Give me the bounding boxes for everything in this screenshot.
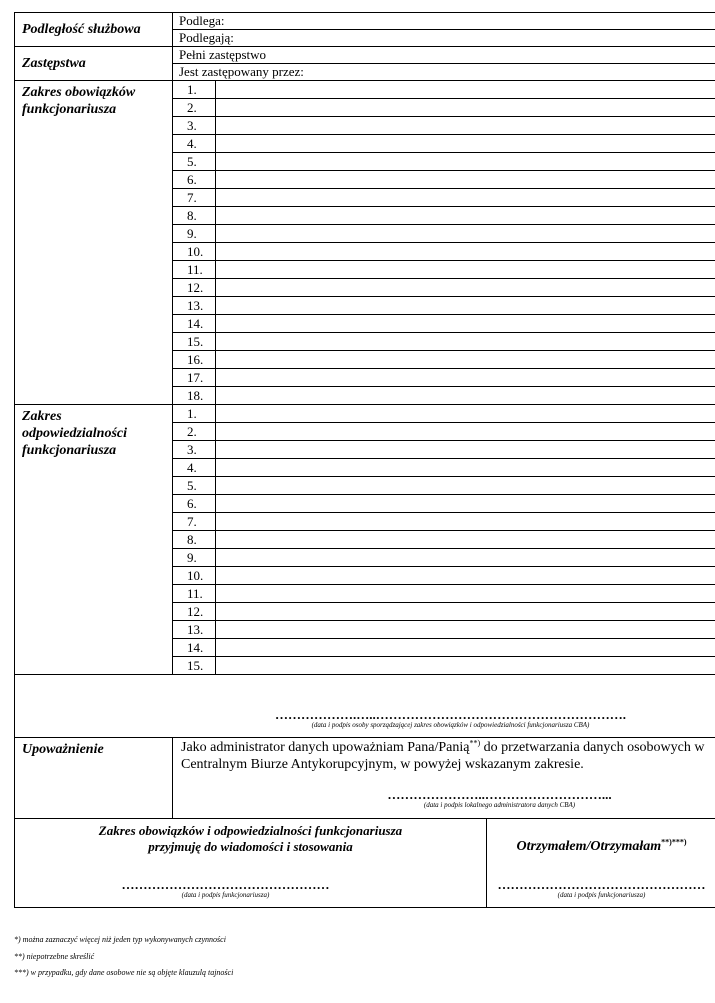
duties-item-number: 6. [173,171,216,189]
responsibility-item-field[interactable] [216,405,715,423]
job-description-form [14,12,715,908]
responsibility-item-number: 5. [173,477,216,495]
responsibility-item-number: 11. [173,585,216,603]
duties-item-number: 1. [173,81,216,99]
responsibility-item-field[interactable] [216,495,715,513]
duties-label: Zakres obowiązków funkcjonariusza [15,81,173,405]
subordination-row-subordinates[interactable]: Podlegają: [173,30,715,47]
authorization-text [173,738,715,773]
duties-item-field[interactable] [216,81,715,99]
responsibility-item-field[interactable] [216,459,715,477]
duties-item-field[interactable] [216,369,715,387]
duties-item-number: 13. [173,297,216,315]
duties-item-number: 16. [173,351,216,369]
duties-item-number: 8. [173,207,216,225]
substitution-label: Zastępstwa [15,47,173,81]
duties-item-field[interactable] [216,117,715,135]
responsibility-item-field[interactable] [216,531,715,549]
responsibility-item-number: 9. [173,549,216,567]
responsibility-item-field[interactable] [216,585,715,603]
acceptance-row [15,819,715,908]
responsibility-item-field[interactable] [216,441,715,459]
substitution-row-substituted-by[interactable]: Jest zastępowany przez: [173,64,715,81]
duties-item-number: 11. [173,261,216,279]
subordination-row-supervisor[interactable]: Podlega: [173,13,715,30]
duties-row [15,81,715,99]
acceptance-left-signature-dots[interactable]: ………………………………………… [121,877,330,892]
duties-item-field[interactable] [216,279,715,297]
responsibility-label: Zakres odpowiedzialności funkcjonariusza [15,405,173,675]
responsibility-item-number: 12. [173,603,216,621]
responsibility-item-number: 13. [173,621,216,639]
acceptance-left-signature-caption: (data i podpis funkcjonariusza) [181,891,270,899]
responsibility-item-number: 2. [173,423,216,441]
duties-item-field[interactable] [216,171,715,189]
responsibility-item-number: 10. [173,567,216,585]
responsibility-item-field[interactable] [216,549,715,567]
acceptance-right-signature-dots[interactable]: ………………………………………… [497,877,706,892]
duties-item-field[interactable] [216,153,715,171]
acceptance-right-title-text: Otrzymałem/Otrzymałam [516,839,662,854]
duties-item-number: 14. [173,315,216,333]
duties-item-field[interactable] [216,243,715,261]
duties-item-number: 12. [173,279,216,297]
duties-item-number: 15. [173,333,216,351]
duties-item-number: 9. [173,225,216,243]
authorization-row [15,738,715,819]
responsibility-item-number: 8. [173,531,216,549]
acceptance-right-title [487,839,715,855]
preparer-signature-row [15,675,715,738]
duties-item-field[interactable] [216,351,715,369]
responsibility-item-number: 4. [173,459,216,477]
duties-item-number: 17. [173,369,216,387]
duties-item-field[interactable] [216,315,715,333]
responsibility-item-number: 1. [173,405,216,423]
duties-item-number: 18. [173,387,216,405]
authorization-label: Upoważnienie [15,738,173,819]
duties-item-field[interactable] [216,387,715,405]
footnote-1: *) można zaznaczyć więcej niż jeden typ wykonywanych czynności [14,935,226,944]
duties-item-field[interactable] [216,189,715,207]
responsibility-item-field[interactable] [216,567,715,585]
responsibility-item-number: 7. [173,513,216,531]
acceptance-right-cell [487,819,715,908]
authorization-signature-dots[interactable]: …………………..………………………... [387,787,612,802]
preparer-signature-caption: (data i podpis osoby sporządzającej zakres obowiązków i odpowiedzialności funkcjonariusza CBA) [311,721,590,729]
responsibility-item-field[interactable] [216,657,715,675]
responsibility-row [15,405,715,423]
responsibility-item-field[interactable] [216,603,715,621]
duties-item-field[interactable] [216,297,715,315]
responsibility-item-number: 6. [173,495,216,513]
acceptance-left-title-line2: przyjmuję do wiadomości i stosowania [148,839,353,854]
acceptance-left-cell [15,819,487,908]
authorization-text-sup: **) [469,738,481,748]
responsibility-item-number: 14. [173,639,216,657]
responsibility-item-field[interactable] [216,621,715,639]
responsibility-item-number: 15. [173,657,216,675]
acceptance-left-title-line1: Zakres obowiązków i odpowiedzialności funkcjonariusza [98,823,403,838]
preparer-signature-dots: ……………….…..…………………………………………………. [275,707,626,722]
authorization-text-before: Jako administrator danych upoważniam Pana/Panią [181,740,470,755]
duties-item-number: 5. [173,153,216,171]
duties-item-number: 3. [173,117,216,135]
duties-item-field[interactable] [216,135,715,153]
authorization-cell [173,738,715,819]
duties-item-field[interactable] [216,261,715,279]
duties-item-number: 4. [173,135,216,153]
subordination-label: Podległość służbowa [15,13,173,47]
duties-item-field[interactable] [216,207,715,225]
preparer-signature-cell[interactable] [15,675,715,738]
duties-item-number: 2. [173,99,216,117]
footnote-3: ***) w przypadku, gdy dane osobowe nie są objęte klauzulą tajności [14,968,234,977]
responsibility-item-field[interactable] [216,513,715,531]
acceptance-right-title-sup: **)***) [661,837,687,847]
duties-item-field[interactable] [216,225,715,243]
acceptance-left-title [15,823,486,855]
duties-item-field[interactable] [216,99,715,117]
authorization-text-after: do przetwarzania danych osobowych w Centralnym Biurze Antykorupcyjnym, w powyżej wskazanym zakresie. [181,740,705,772]
footnote-2: **) niepotrzebne skreślić [14,952,95,961]
responsibility-item-number: 3. [173,441,216,459]
duties-item-number: 10. [173,243,216,261]
acceptance-right-signature-caption: (data i podpis funkcjonariusza) [557,891,646,899]
responsibility-item-field[interactable] [216,639,715,657]
substitution-row-substitutes[interactable]: Pełni zastępstwo [173,47,715,64]
duties-item-field[interactable] [216,333,715,351]
responsibility-item-field[interactable] [216,423,715,441]
responsibility-item-field[interactable] [216,477,715,495]
duties-item-number: 7. [173,189,216,207]
authorization-signature-caption: (data i podpis lokalnego administratora danych CBA) [423,801,576,809]
